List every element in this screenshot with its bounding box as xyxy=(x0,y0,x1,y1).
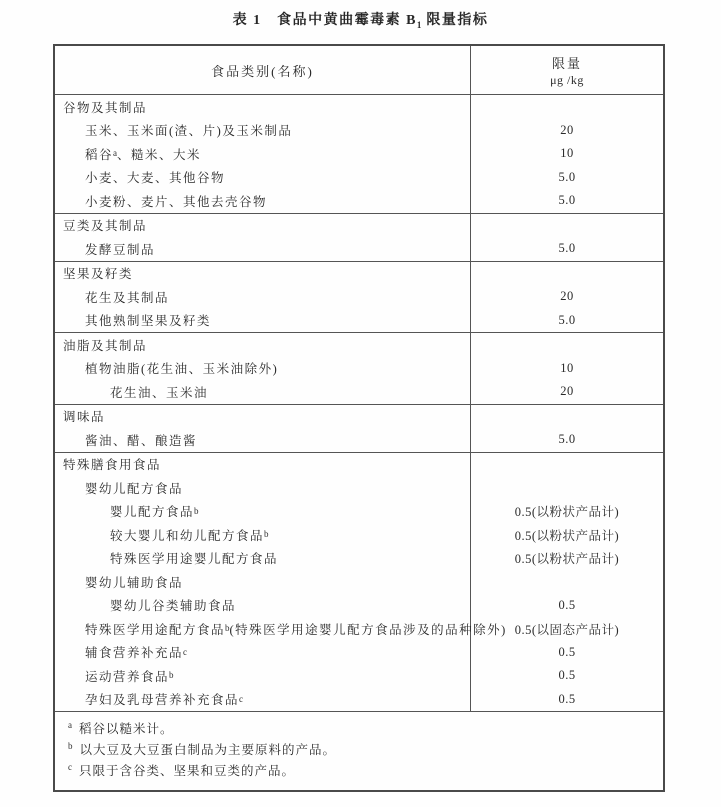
table-row xyxy=(55,594,663,618)
row-value: 0.5(以固态产品计) xyxy=(514,622,620,637)
row-label: 小麦粉、麦片、其他去壳谷物 xyxy=(55,189,471,213)
table-row xyxy=(55,500,663,524)
table-section xyxy=(55,405,663,453)
row-label: 谷物及其制品 xyxy=(55,95,471,119)
row-label: 坚果及籽类 xyxy=(55,262,471,286)
table-row xyxy=(55,142,663,166)
row-value: 20 xyxy=(560,122,574,137)
table-row xyxy=(55,166,663,190)
table-section xyxy=(55,214,663,262)
table-row xyxy=(55,357,663,381)
row-value xyxy=(471,262,663,286)
table-row xyxy=(55,189,663,213)
row-label: 辅食营养补充品 c xyxy=(55,641,471,665)
row-value: 20 xyxy=(560,384,574,399)
row-value: 5.0 xyxy=(558,241,576,256)
row-value xyxy=(471,214,663,238)
table-row xyxy=(55,214,663,238)
footnotes xyxy=(55,712,663,790)
table-row xyxy=(55,405,663,429)
row-value xyxy=(471,570,663,594)
table-row xyxy=(55,570,663,594)
footnote: $^a$ 稻谷以糙米计。 xyxy=(68,719,174,736)
row-label: 较大婴儿和幼儿配方食品 b xyxy=(55,523,471,547)
row-label: 婴幼儿辅助食品 xyxy=(55,570,471,594)
table-row xyxy=(55,428,663,452)
row-value xyxy=(471,453,663,477)
row-value: 0.5(以粉状产品计) xyxy=(514,505,620,520)
row-label: 特殊膳食用食品 xyxy=(55,453,471,477)
footnote: $^b$ 以大豆及大豆蛋白制品为主要原料的产品。 xyxy=(68,740,337,757)
row-label: 调味品 xyxy=(55,405,471,429)
table-row xyxy=(55,285,663,309)
table-section xyxy=(55,333,663,405)
row-label: 稻谷 a 、糙米、大米 xyxy=(55,142,471,166)
table-row xyxy=(55,262,663,286)
row-value: 0.5 xyxy=(558,691,576,706)
row-value xyxy=(471,405,663,429)
table-title-suffix: 限量指标 xyxy=(421,13,489,28)
row-label: 婴幼儿谷类辅助食品 xyxy=(55,594,471,618)
row-label: 特殊医学用途婴儿配方食品 xyxy=(55,547,471,571)
column-header-limit-label: 限量 xyxy=(551,55,582,71)
table-row xyxy=(55,523,663,547)
footnote-marker: b xyxy=(68,740,74,751)
row-label: 小麦、大麦、其他谷物 xyxy=(55,166,471,190)
row-value: 5.0 xyxy=(558,432,576,447)
table-row xyxy=(55,688,663,712)
table-row xyxy=(55,95,663,119)
row-value: 5.0 xyxy=(558,169,576,184)
table-row xyxy=(55,641,663,665)
row-label: 孕妇及乳母营养补充食品 c xyxy=(55,688,471,712)
row-label: 花生油、玉米油 xyxy=(55,380,471,404)
table-row xyxy=(55,547,663,571)
limits-table xyxy=(53,44,665,792)
footnote-marker: b xyxy=(225,623,230,634)
row-value: 10 xyxy=(560,146,574,161)
table-row xyxy=(55,664,663,688)
footnote-marker: b xyxy=(169,670,174,681)
table-body xyxy=(55,95,663,712)
row-label: 油脂及其制品 xyxy=(55,333,471,357)
footnote-marker: b xyxy=(194,505,199,516)
row-label: 花生及其制品 xyxy=(55,285,471,309)
footnote-marker: c xyxy=(239,693,244,704)
table-header-row xyxy=(55,46,663,95)
row-label: 婴幼儿配方食品 xyxy=(55,476,471,500)
row-value: 10 xyxy=(560,360,574,375)
table-section xyxy=(55,262,663,334)
table-row xyxy=(55,453,663,477)
footnote-marker: c xyxy=(68,761,73,772)
row-value xyxy=(471,476,663,500)
row-label: 运动营养食品 b xyxy=(55,664,471,688)
row-label: 婴儿配方食品 b xyxy=(55,500,471,524)
footnote-marker: a xyxy=(113,148,118,159)
row-value: 0.5(以粉状产品计) xyxy=(514,552,620,567)
row-value xyxy=(471,333,663,357)
row-value: 0.5 xyxy=(558,644,576,659)
row-label: 植物油脂(花生油、玉米油除外) xyxy=(55,357,471,381)
row-value: 0.5 xyxy=(558,597,576,612)
table-title-prefix: 表 1 食品中黄曲霉毒素 B xyxy=(232,13,417,28)
column-header-limit-unit: μg /kg xyxy=(550,72,584,87)
row-label: 酱油、醋、酿造酱 xyxy=(55,428,471,452)
table-title xyxy=(0,9,721,30)
footnote: $^c$ 只限于含谷类、坚果和豆类的产品。 xyxy=(68,761,296,778)
table-row xyxy=(55,476,663,500)
row-value: 0.5 xyxy=(558,668,576,683)
row-value: 5.0 xyxy=(558,193,576,208)
table-row xyxy=(55,617,663,641)
table-section xyxy=(55,453,663,713)
row-value: 5.0 xyxy=(558,312,576,327)
table-row xyxy=(55,309,663,333)
row-value: 20 xyxy=(560,289,574,304)
row-value xyxy=(471,95,663,119)
row-label: 发酵豆制品 xyxy=(55,237,471,261)
footnote-marker: b xyxy=(264,529,269,540)
footnote-marker: c xyxy=(183,646,188,657)
row-label: 其他熟制坚果及籽类 xyxy=(55,309,471,333)
footnote-marker: a xyxy=(68,719,73,730)
column-header-category: 食品类别(名称) xyxy=(55,46,471,94)
table-row xyxy=(55,333,663,357)
table-section xyxy=(55,95,663,214)
table-row xyxy=(55,380,663,404)
row-value: 0.5(以粉状产品计) xyxy=(514,528,620,543)
table-title-subscript: 1 xyxy=(416,19,422,30)
table-row xyxy=(55,119,663,143)
table-row xyxy=(55,237,663,261)
column-header-limit xyxy=(471,46,663,94)
row-label: 豆类及其制品 xyxy=(55,214,471,238)
row-label: 玉米、玉米面(渣、片)及玉米制品 xyxy=(55,119,471,143)
row-label: 特殊医学用途配方食品 b (特殊医学用途婴儿配方食品涉及的品种除外) xyxy=(55,617,471,641)
